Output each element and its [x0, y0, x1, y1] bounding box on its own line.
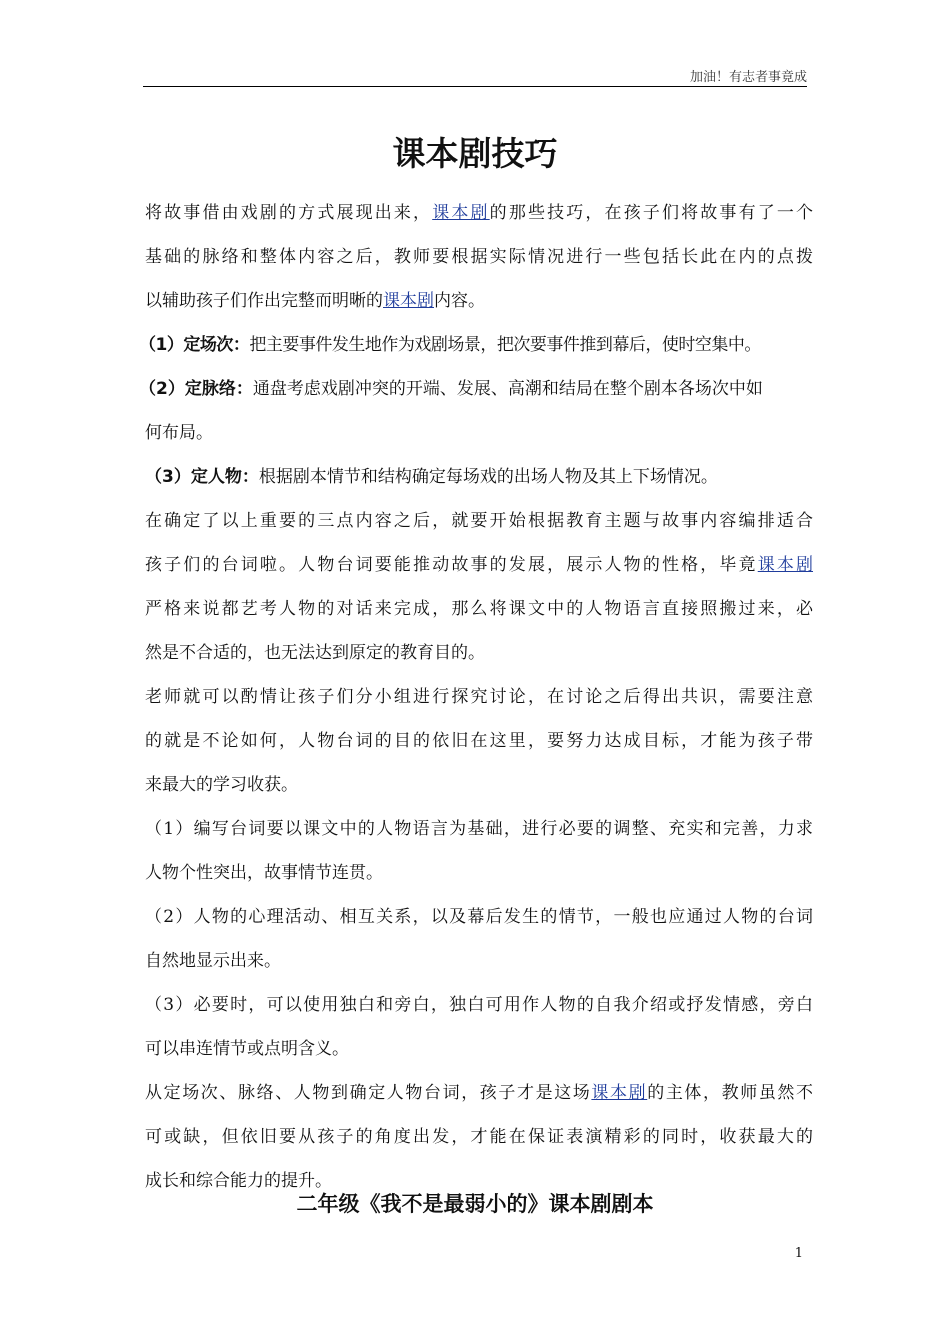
step-item: （2）定脉络：通盘考虑戏剧冲突的开端、发展、高潮和结局在整个剧本各场次中如 [139, 379, 763, 399]
step-item: （3）定人物：根据剧本情节和结构确定每场戏的出场人物及其上下场情况。 [145, 467, 718, 487]
paragraph-line: 自然地显示出来。 [145, 951, 281, 971]
document-body [139, 196, 814, 1208]
page-title: 课本剧技巧 [392, 134, 558, 173]
keyword-link[interactable]: 课本剧 [432, 203, 490, 223]
rule-item: （3）必要时，可以使用独白和旁白，独白可用作人物的自我介绍或抒发情感，旁白 [145, 995, 813, 1015]
paragraph-line: 孩子们的台词啦。人物台词要能推动故事的发展，展示人物的性格，毕竟课本剧 [145, 555, 814, 575]
rule-item: （1）编写台词要以课文中的人物语言为基础，进行必要的调整、充实和完善，力求 [145, 819, 813, 839]
paragraph-line: 来最大的学习收获。 [145, 775, 298, 795]
paragraph-line: 在确定了以上重要的三点内容之后，就要开始根据教育主题与故事内容编排适合 [145, 511, 813, 531]
page-number: 1 [794, 1246, 803, 1261]
paragraph-line: 人物个性突出，故事情节连贯。 [145, 863, 383, 883]
step-label: （2）定脉络： [139, 379, 253, 399]
paragraph-line: 严格来说都艺考人物的对话来完成，那么将课文中的人物语言直接照搬过来，必 [145, 599, 813, 619]
keyword-link[interactable]: 课本剧 [383, 291, 434, 311]
header-slogan: 加油！有志者事竟成 [689, 70, 807, 85]
paragraph-line: 何布局。 [145, 423, 213, 443]
paragraph-line: 以辅助孩子们作出完整而明晰的课本剧内容。 [145, 291, 485, 311]
paragraph-line: 从定场次、脉络、人物到确定人物台词，孩子才是这场课本剧的主体，教师虽然不 [145, 1083, 814, 1103]
paragraph-line: 然是不合适的，也无法达到原定的教育目的。 [145, 643, 485, 663]
paragraph-line: 可以串连情节或点明含义。 [145, 1039, 349, 1059]
step-label: （3）定人物： [145, 467, 259, 487]
keyword-link[interactable]: 课本剧 [591, 1083, 648, 1103]
paragraph-line: 基础的脉络和整体内容之后，教师要根据实际情况进行一些包括长此在内的点拨 [145, 247, 813, 267]
paragraph-line: 的就是不论如何，人物台词的目的依旧在这里，要努力达成目标，才能为孩子带 [145, 731, 813, 751]
paragraph-line: 老师就可以酌情让孩子们分小组进行探究讨论，在讨论之后得出共识，需要注意 [145, 687, 813, 707]
step-label: （1）定场次： [139, 335, 250, 355]
keyword-link[interactable]: 课本剧 [757, 555, 814, 575]
paragraph-line: 可或缺，但依旧要从孩子的角度出发，才能在保证表演精彩的同时，收获最大的 [145, 1127, 813, 1147]
rule-item: （2）人物的心理活动、相互关系，以及幕后发生的情节，一般也应通过人物的台词 [145, 907, 813, 927]
paragraph-line: 将故事借由戏剧的方式展现出来，课本剧的那些技巧，在孩子们将故事有了一个 [145, 203, 814, 223]
paragraph-line: 成长和综合能力的提升。 [145, 1171, 332, 1191]
header-divider [143, 86, 807, 87]
step-item: （1）定场次：把主要事件发生地作为戏剧场景，把次要事件推到幕后，使时空集中。 [139, 335, 761, 355]
section-subtitle: 二年级《我不是最弱小的》课本剧剧本 [296, 1192, 654, 1216]
